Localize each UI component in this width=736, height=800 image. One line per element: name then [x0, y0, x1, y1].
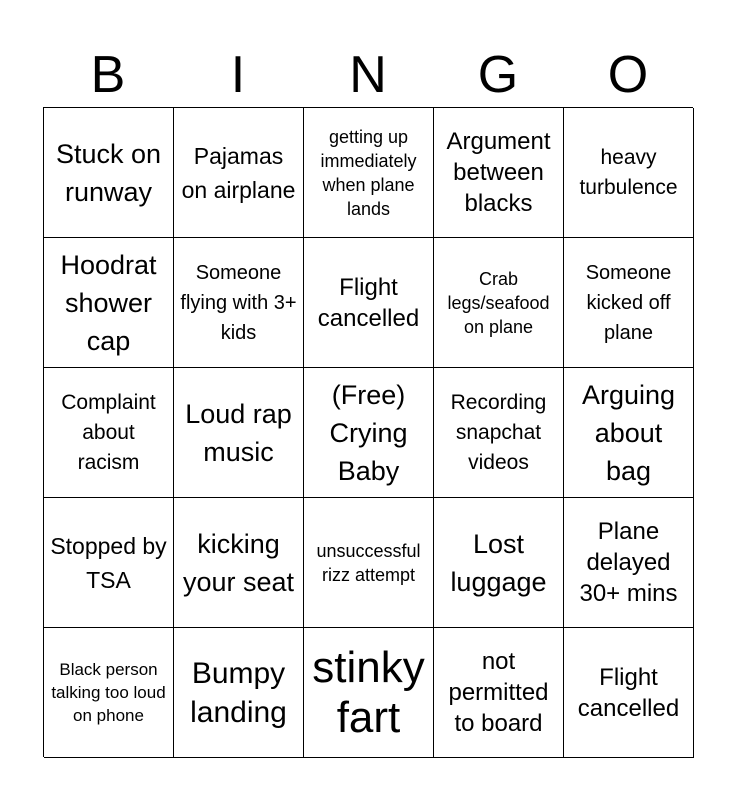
header-letter-o: O — [607, 46, 649, 104]
header-letter-g: G — [477, 46, 519, 104]
header-letter-i: I — [230, 46, 246, 104]
bingo-cell-text: Black person talking too loud on phone — [51, 660, 166, 725]
free-space-cell[interactable] — [304, 368, 434, 498]
bingo-cell[interactable] — [304, 498, 434, 628]
bingo-cell-text: Flight cancelled — [317, 273, 420, 332]
bingo-cell-text: Bumpy landing — [190, 656, 287, 729]
bingo-cell-text: Recording snapchat videos — [450, 390, 547, 474]
bingo-cell-text: stinky fart — [312, 642, 425, 742]
header-letter-n: N — [349, 46, 387, 104]
bingo-cell-text: Crab legs/seafood on plane — [447, 268, 550, 337]
bingo-cell[interactable] — [44, 368, 174, 498]
bingo-cell[interactable] — [434, 368, 564, 498]
bingo-card-grid — [43, 107, 693, 757]
bingo-cell[interactable] — [44, 238, 174, 368]
bingo-cell-text: getting up immediately when plane lands — [320, 126, 417, 219]
bingo-cell[interactable] — [434, 628, 564, 758]
bingo-cell-text: Lost luggage — [450, 528, 547, 597]
bingo-cell[interactable] — [434, 238, 564, 368]
bingo-cell-text: Complaint about racism — [61, 390, 156, 474]
bingo-cell-text: Stuck on runway — [55, 138, 162, 207]
bingo-cell[interactable] — [304, 108, 434, 238]
bingo-cell[interactable] — [304, 238, 434, 368]
bingo-cell[interactable] — [44, 108, 174, 238]
bingo-cell-text: kicking your seat — [182, 528, 295, 597]
bingo-cell[interactable] — [44, 498, 174, 628]
bingo-cell[interactable] — [174, 238, 304, 368]
bingo-cell[interactable] — [174, 628, 304, 758]
bingo-cell[interactable] — [564, 368, 694, 498]
bingo-cell[interactable] — [44, 628, 174, 758]
header-letter-b: B — [90, 46, 126, 104]
bingo-cell-text: Flight cancelled — [577, 663, 680, 722]
bingo-cell-text: heavy turbulence — [579, 145, 678, 199]
bingo-cell-text: Arguing about bag — [581, 379, 676, 486]
bingo-cell[interactable] — [564, 108, 694, 238]
bingo-cell-text: Someone kicked off plane — [585, 261, 672, 344]
bingo-cell[interactable] — [564, 628, 694, 758]
bingo-cell[interactable] — [304, 628, 434, 758]
bingo-cell[interactable] — [564, 498, 694, 628]
bingo-cell-text: Plane delayed 30+ mins — [579, 518, 678, 607]
bingo-cell[interactable] — [434, 498, 564, 628]
bingo-cell-text: Loud rap music — [185, 398, 292, 467]
bingo-cell-text: Stopped by TSA — [50, 532, 167, 593]
bingo-cell-text: Someone flying with 3+ kids — [180, 261, 297, 344]
bingo-cell[interactable] — [564, 238, 694, 368]
bingo-cell-text: Argument between blacks — [446, 128, 551, 217]
bingo-cell[interactable] — [174, 108, 304, 238]
bingo-cell-text: not permitted to board — [448, 648, 549, 737]
bingo-header — [43, 44, 693, 106]
bingo-cell-text: Pajamas on airplane — [181, 142, 296, 203]
bingo-cell[interactable] — [174, 368, 304, 498]
bingo-cell-text: Hoodrat shower cap — [60, 249, 157, 356]
bingo-cell-text: (Free) Crying Baby — [329, 379, 408, 486]
bingo-cell[interactable] — [434, 108, 564, 238]
bingo-cell[interactable] — [174, 498, 304, 628]
bingo-cell-text: unsuccessful rizz attempt — [316, 540, 421, 585]
